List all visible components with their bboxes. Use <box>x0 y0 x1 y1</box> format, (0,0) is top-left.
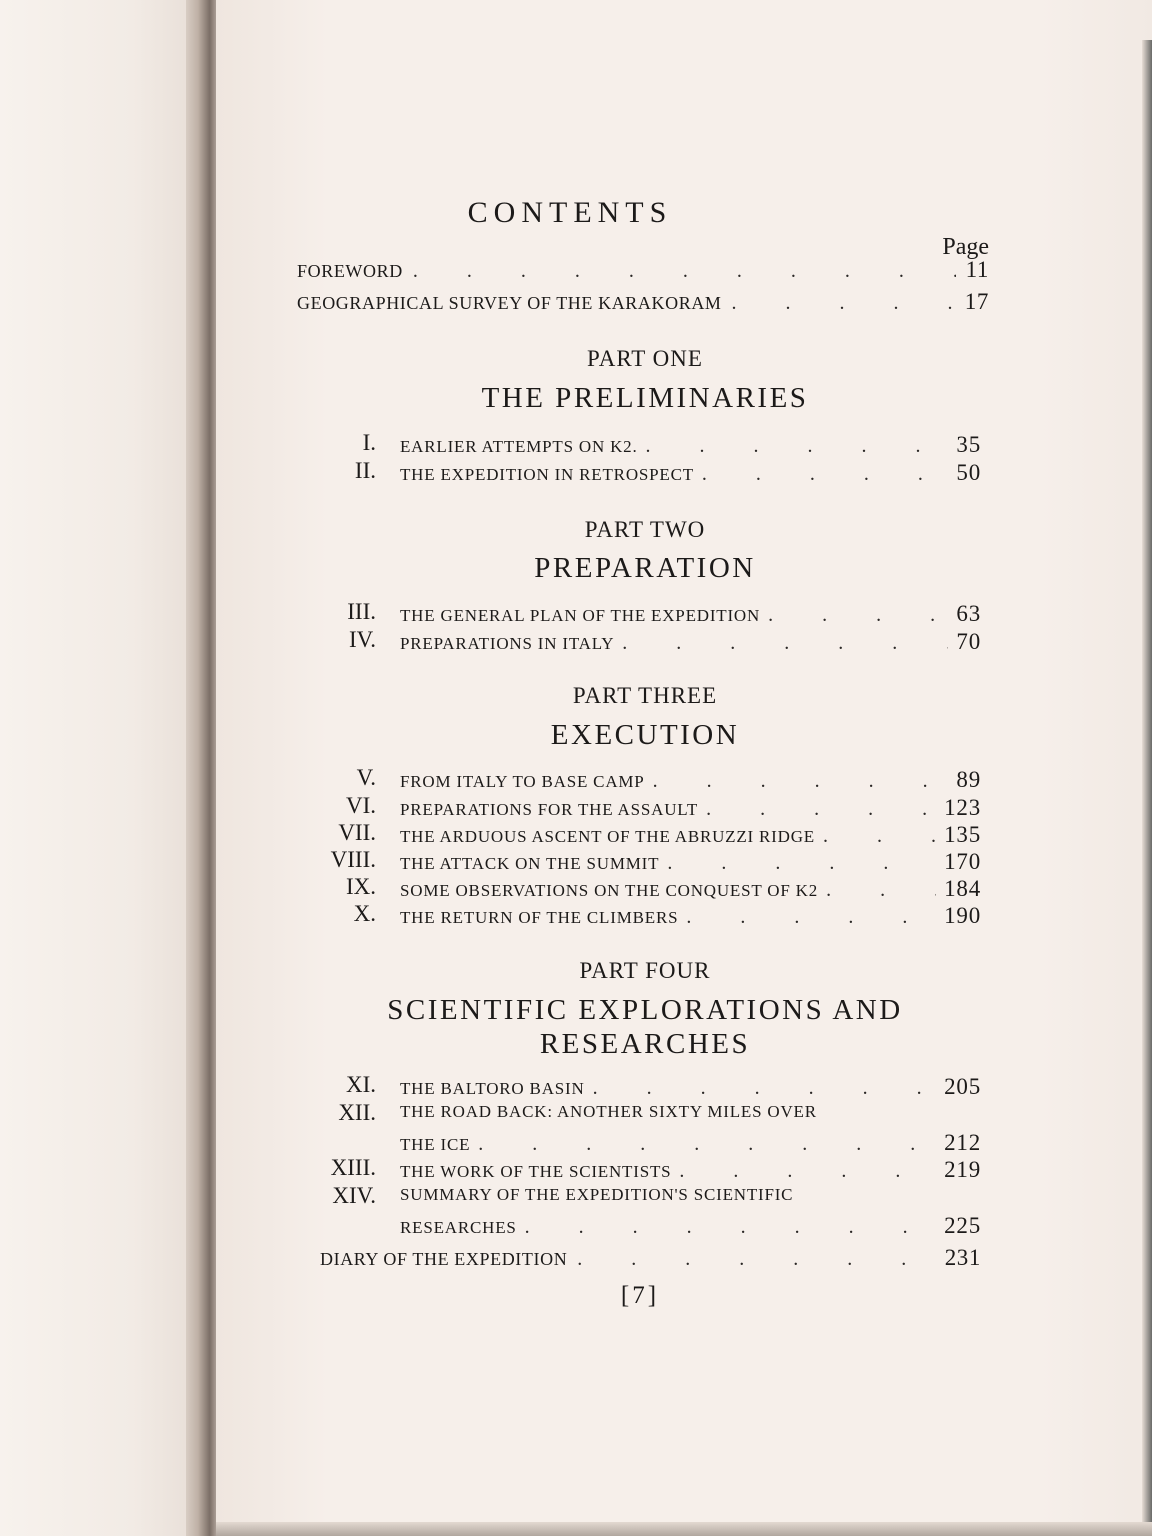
leader-dots <box>653 770 949 793</box>
toc-chapter <box>320 1100 981 1156</box>
chapter-number: VI. <box>345 793 376 818</box>
page-edge <box>1142 40 1152 1536</box>
chapter-number: X. <box>353 901 376 926</box>
page-column-label: Page <box>942 234 989 260</box>
chapter-row <box>400 1074 981 1100</box>
chapter-row <box>400 460 981 486</box>
chapter-page: 219 <box>944 1157 981 1182</box>
leader-dots <box>679 1160 936 1183</box>
chapter-number: III. <box>347 599 376 624</box>
chapter-page: 184 <box>944 876 981 901</box>
chapter-number: VIII. <box>330 847 376 872</box>
chapter-page: 70 <box>956 629 981 654</box>
chapter-number: XIII. <box>330 1155 376 1180</box>
toc-chapter <box>320 458 981 486</box>
chapter-title: THE ARDUOUS ASCENT OF THE ABRUZZI RIDGE <box>400 827 815 846</box>
chapter-title: THE BALTORO BASIN <box>400 1079 585 1098</box>
chapter-title: THE EXPEDITION IN RETROSPECT <box>400 465 694 484</box>
chapter-page: 170 <box>944 849 981 874</box>
chapter-row <box>400 1157 981 1183</box>
chapter-row <box>400 903 981 929</box>
toc-chapter <box>320 901 981 929</box>
chapter-row <box>400 849 981 875</box>
chapter-number: XI. <box>345 1072 376 1097</box>
toc-entry-diary <box>320 1245 981 1271</box>
chapter-title: THE RETURN OF THE CLIMBERS <box>400 908 679 927</box>
chapter-page: 225 <box>944 1213 981 1238</box>
leader-dots <box>823 825 936 848</box>
part-title: EXECUTION <box>550 719 740 751</box>
chapter-page: 123 <box>944 795 981 820</box>
chapter-page: 190 <box>944 903 981 928</box>
contents-title: CONTENTS <box>467 196 673 229</box>
chapter-page: 50 <box>956 460 981 485</box>
chapter-title: THE ROAD BACK: ANOTHER SIXTY MILES OVER <box>400 1102 817 1121</box>
part-title-line-1: SCIENTIFIC EXPLORATIONS AND <box>387 994 903 1026</box>
chapter-row <box>400 795 981 821</box>
leader-dots <box>525 1216 936 1239</box>
chapter-number: V. <box>356 765 376 790</box>
chapter-number: XIV. <box>332 1183 376 1208</box>
chapter-page: 205 <box>944 1074 981 1099</box>
chapter-title-continued: RESEARCHES <box>400 1218 517 1237</box>
leader-dots <box>478 1133 936 1156</box>
leader-dots <box>768 604 948 627</box>
leader-dots <box>686 906 936 929</box>
toc-chapter <box>320 765 981 793</box>
toc-entry-foreword <box>297 257 989 283</box>
toc-entry-geographical-survey <box>297 289 989 315</box>
entry-label: FOREWORD <box>297 261 403 281</box>
toc-chapter <box>320 627 981 655</box>
chapter-number: IV. <box>348 627 376 652</box>
leader-dots <box>577 1248 934 1271</box>
chapter-row-continued <box>400 1213 981 1239</box>
chapter-page: 212 <box>944 1130 981 1155</box>
toc-chapter <box>320 1183 981 1239</box>
entry-page: 11 <box>965 257 989 282</box>
leader-dots <box>826 879 936 902</box>
toc-chapter <box>320 820 981 848</box>
entry-label: GEOGRAPHICAL SURVEY OF THE KARAKORAM <box>297 293 722 313</box>
chapter-row <box>400 876 981 902</box>
chapter-page: 63 <box>956 601 981 626</box>
entry-page: 231 <box>944 1245 981 1270</box>
chapter-row <box>400 601 981 627</box>
toc-chapter <box>320 1072 981 1100</box>
bottom-edge <box>216 1522 1152 1536</box>
chapter-title: THE WORK OF THE SCIENTISTS <box>400 1162 672 1181</box>
part-heading: PART TWO <box>584 517 706 542</box>
chapter-number: I. <box>362 430 376 455</box>
chapter-number: IX. <box>345 874 376 899</box>
chapter-row <box>400 432 981 458</box>
part-title-line-2: RESEARCHES <box>539 1028 751 1060</box>
chapter-row <box>400 822 981 848</box>
part-heading: PART ONE <box>587 346 703 371</box>
leader-dots <box>593 1077 937 1100</box>
chapter-row <box>400 767 981 793</box>
toc-chapter <box>320 430 981 458</box>
chapter-title: SUMMARY OF THE EXPEDITION'S SCIENTIFIC <box>400 1185 794 1204</box>
chapter-title: SOME OBSERVATIONS ON THE CONQUEST OF K2 <box>400 881 819 900</box>
leader-dots <box>706 798 936 821</box>
chapter-page: 35 <box>956 432 981 457</box>
part-heading: PART FOUR <box>579 958 711 983</box>
leader-dots <box>732 292 955 315</box>
page-folio: [7] <box>620 1282 660 1309</box>
chapter-number: XII. <box>338 1100 376 1125</box>
chapter-title: THE GENERAL PLAN OF THE EXPEDITION <box>400 606 761 625</box>
leader-dots <box>667 852 936 875</box>
chapter-row <box>400 1102 981 1122</box>
chapter-page: 89 <box>956 767 981 792</box>
chapter-page: 135 <box>944 822 981 847</box>
toc-chapter <box>320 1155 981 1183</box>
part-title: THE PRELIMINARIES <box>481 382 809 414</box>
leader-dots <box>646 435 949 458</box>
part-title: PREPARATION <box>534 552 756 584</box>
chapter-row-continued <box>400 1130 981 1156</box>
toc-chapter <box>320 793 981 821</box>
book-gutter <box>186 0 220 1536</box>
chapter-row <box>400 629 981 655</box>
entry-label: DIARY OF THE EXPEDITION <box>320 1249 568 1269</box>
chapter-title: THE ATTACK ON THE SUMMIT <box>400 854 660 873</box>
leader-dots <box>413 260 956 283</box>
chapter-title: PREPARATIONS IN ITALY <box>400 634 615 653</box>
chapter-title: PREPARATIONS FOR THE ASSAULT <box>400 800 699 819</box>
part-heading: PART THREE <box>572 683 718 708</box>
leader-dots <box>622 632 948 655</box>
left-page <box>0 0 190 1536</box>
chapter-number: II. <box>354 458 376 483</box>
toc-chapter <box>320 874 981 902</box>
entry-page: 17 <box>964 289 989 314</box>
chapter-title-continued: THE ICE <box>400 1135 471 1154</box>
chapter-title: EARLIER ATTEMPTS ON K2. <box>400 437 638 456</box>
toc-chapter <box>320 599 981 627</box>
leader-dots <box>702 463 948 486</box>
chapter-row <box>400 1185 981 1205</box>
chapter-title: FROM ITALY TO BASE CAMP <box>400 772 645 791</box>
chapter-number: VII. <box>338 820 376 845</box>
toc-chapter <box>320 847 981 875</box>
